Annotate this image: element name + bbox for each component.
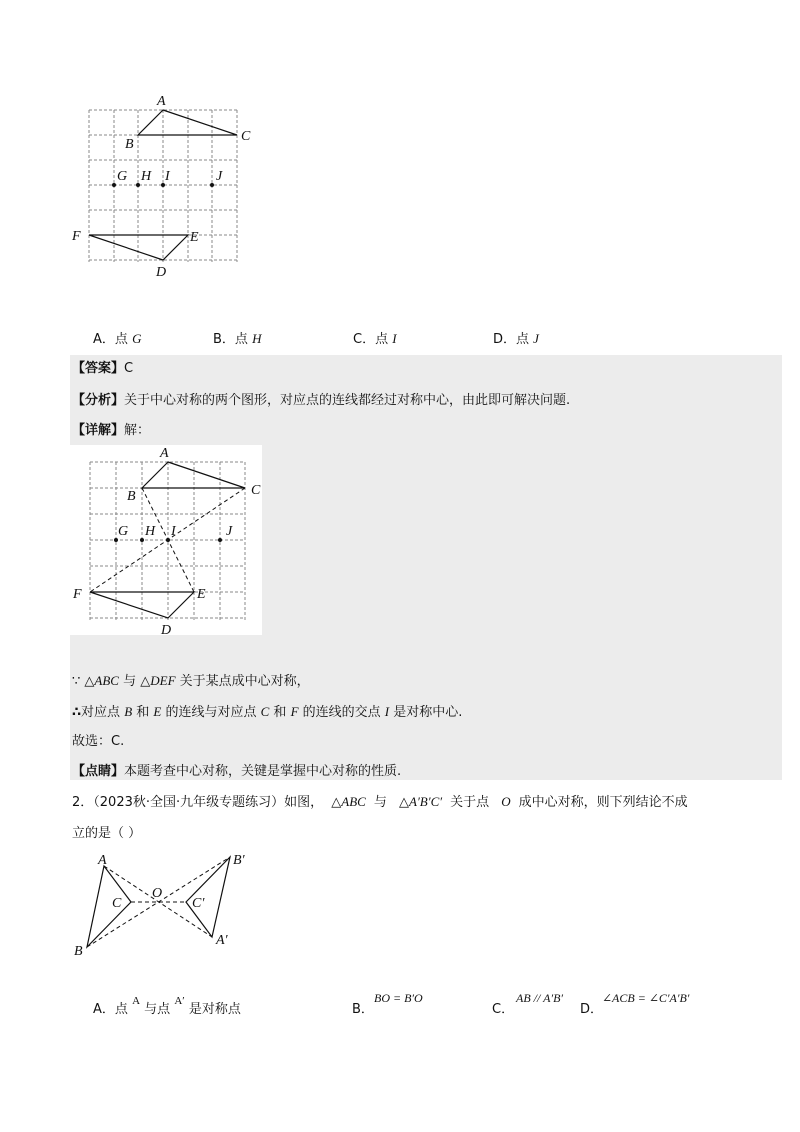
- sol-label-c: C: [251, 483, 261, 498]
- q2-option-b[interactable]: B． BO = B′O: [352, 991, 423, 1017]
- analysis-line: 【分析】关于中心对称的两个图形，对应点的连线都经过对称中心，由此即可解决问题.: [72, 393, 571, 408]
- q1-option-a[interactable]: A．点 G: [93, 331, 142, 347]
- sol-label-f: F: [73, 587, 82, 602]
- q1-option-d[interactable]: D．点 J: [493, 331, 539, 347]
- figure-grid-solution: [70, 445, 270, 640]
- reason-line: ∵ △ABC 与 △DEF 关于某点成中心对称，: [72, 673, 310, 689]
- label-c: C: [241, 129, 251, 144]
- label-j: J: [216, 169, 223, 184]
- sol-label-g: G: [118, 524, 129, 539]
- q2-label-o: O: [152, 886, 163, 901]
- figure-grid-1: [60, 90, 280, 290]
- sol-label-j: J: [226, 524, 233, 539]
- answer-line: 【答案】C: [72, 361, 134, 376]
- choose-line: 故选：C.: [72, 734, 125, 749]
- q2-label-b-prime: B′: [233, 853, 245, 868]
- label-d: D: [156, 265, 167, 280]
- q2-option-a[interactable]: A．点 $^A$ 与点 $^{A'}$ 是对称点: [93, 995, 241, 1017]
- label-a: A: [157, 94, 166, 109]
- q2-label-c: C: [112, 896, 122, 911]
- figure-q2-bowtie: [60, 845, 270, 970]
- sol-label-d: D: [161, 623, 172, 638]
- triangle-abc-q2: [87, 866, 131, 947]
- therefore-line: ∴对应点 B 和 E 的连线与对应点 C 和 F 的连线的交点 I 是对称中心.: [72, 704, 463, 720]
- q2-option-c[interactable]: C． AB // A′B′: [492, 991, 564, 1017]
- q1-option-b[interactable]: B．点 H: [213, 331, 262, 347]
- q2-label-a: A: [98, 853, 107, 868]
- label-h: H: [141, 169, 152, 184]
- q1-option-c[interactable]: C．点 I: [353, 331, 397, 347]
- sol-label-e: E: [197, 587, 206, 602]
- label-e: E: [190, 230, 199, 245]
- sol-label-b: B: [127, 489, 136, 504]
- q2-stem-line2: 立的是（ ）: [72, 826, 142, 841]
- q2-label-a-prime: A′: [216, 933, 228, 948]
- detail-line: 【详解】解：: [72, 423, 151, 438]
- label-b: B: [125, 137, 134, 152]
- label-f: F: [72, 229, 81, 244]
- q2-option-d[interactable]: D． ∠ACB = ∠C′A′B′: [580, 991, 690, 1017]
- label-g: G: [117, 169, 128, 184]
- comment-line: 【点睛】本题考查中心对称，关键是掌握中心对称的性质.: [72, 764, 402, 779]
- sol-label-i: I: [171, 524, 176, 539]
- sol-label-h: H: [145, 524, 156, 539]
- q2-stem-line1: 2．（2023秋·全国·九年级专题练习）如图， △ABC 与 △A′B′C′ 关于点 O 成中心对称，则下列结论不成: [72, 794, 688, 810]
- sol-label-a: A: [160, 446, 169, 461]
- label-i: I: [165, 169, 170, 184]
- q2-label-c-prime: C′: [192, 896, 205, 911]
- q2-label-b: B: [74, 944, 83, 959]
